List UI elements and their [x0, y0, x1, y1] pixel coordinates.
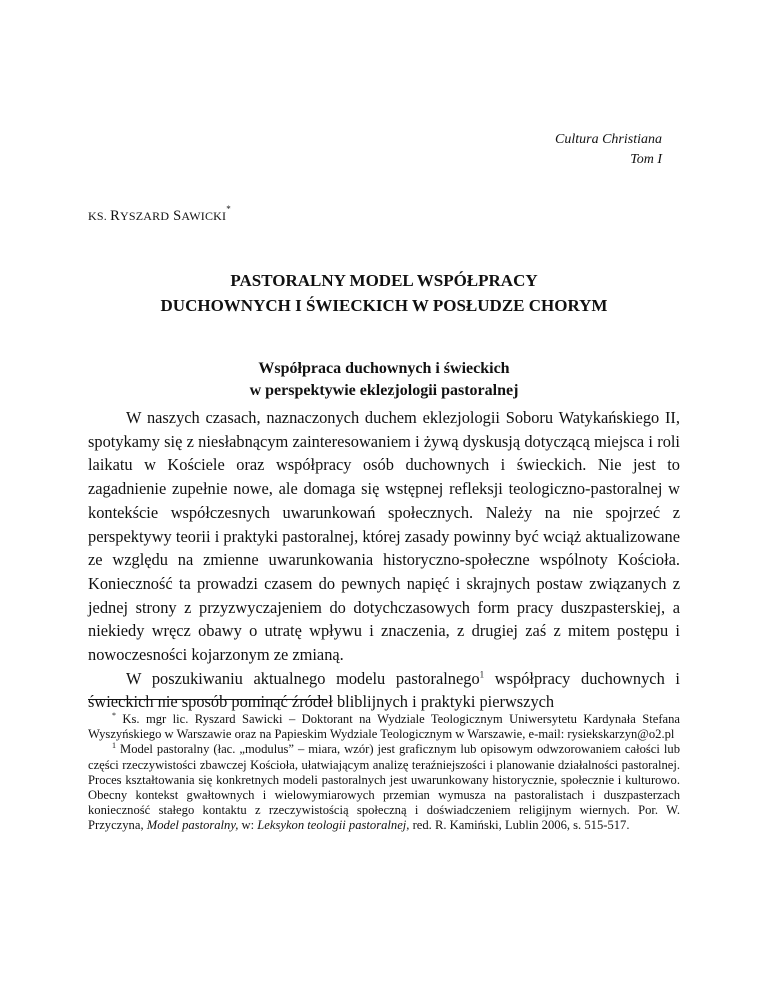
author-last-rest: AWICKI	[181, 208, 227, 223]
paragraph-2	[88, 667, 680, 714]
paragraph-2-rest: współpracy duchownych i świeckich nie sposób pominąć źródeł bliblijnych i praktyki pierwszych	[88, 668, 680, 712]
section-heading	[88, 358, 680, 402]
section-heading-line-1: Współpraca duchownych i świeckich	[258, 360, 510, 377]
paragraph-2-start: W poszukiwaniu aktualnego modelu pastoralnego	[126, 668, 480, 688]
footnote-author-text: Ks. mgr lic. Ryszard Sawicki – Doktorant na Wydziale Teologicznym Uniwersytetu Kardynała Stefana Wyszyńskiego w Warszawie oraz na Papieskim Wydziale Teologicznym w Warszawie, e-mail: rysiekskarzyn@o2.pl	[88, 712, 680, 742]
footnote-author-mark: *	[112, 710, 116, 720]
author-first-rest: YSZARD	[120, 208, 170, 223]
footnote-1-title-2: Leksykon teologii pastoralnej,	[257, 818, 410, 833]
author-line	[88, 206, 231, 225]
author-prefix: KS.	[88, 208, 111, 223]
title-line-1: PASTORALNY MODEL WSPÓŁPRACY	[230, 271, 538, 290]
footnote-1-title-1: Model pastoralny,	[146, 818, 239, 833]
footnote-1-text: Model pastoralny (łac. „modulus” – miara, wzór) jest graficznym lub opisowym odwzorowaniem całości lub części rzeczywistości zbawczej Kościoła, ułatwiającym analizę teraźniejszości i planowanie działalności pastoralnej. Proces kształtowania się konkretnych modeli pastoralnych jest uwarunkowany historycznie, społecznie i kulturowo. Obecny kontekst gwałtownych i wielowymiarowych przemian wymusza na pastoralistach i duszpasterzach konieczność stałego kontaktu z rzeczywistością społeczną i doświadczeniem religijnym wiernych. Por. W. Przyczyna,	[88, 742, 680, 833]
author-first-initial: R	[110, 207, 121, 224]
footnote-1-mark: 1	[112, 741, 116, 751]
article-title	[88, 268, 680, 318]
title-line-2: DUCHOWNYCH I ŚWIECKICH W POSŁUDZE CHORYM	[160, 296, 608, 315]
footnote-ref-1[interactable]: 1	[479, 669, 485, 680]
section-heading-line-2: w perspektywie eklezjologii pastoralnej	[249, 382, 519, 399]
footnote-divider	[88, 699, 327, 700]
running-header	[555, 130, 662, 170]
paragraph-1: W naszych czasach, naznaczonych duchem eklezjologii Soboru Watykańskiego II, spotykamy się z niesłabnącym zainteresowaniem i żywą dyskusją dotyczącą miejsca i roli laikatu w Kościele oraz współpracy osób duchownych i świeckich. Nie jest to zagadnienie zupełnie nowe, ale domaga się wstępnej refleksji teologiczno-pastoralnej w kontekście współczesnych uwarunkowań społecznych. Należy na nie spojrzeć z perspektywy teorii i praktyki pastoralnej, której zasady powinny być wciąż aktualizowane ze względu na zmienne uwarunkowania historyczno-społeczne wspólnoty Kościoła. Konieczność ta prowadzi czasem do pewnych napięć i skrajnych postaw związanych z jednej strony z przyzwyczajeniem do dotychczasowych form pracy duszpasterskiej, a niekiedy wręcz obawy o utratę wpływu i znaczenia, z drugiej zaś z mitem postępu i nowoczesności kojarzonym ze zmianą.	[88, 408, 680, 665]
author-footnote-mark: *	[226, 204, 231, 214]
footnote-1-mid: w:	[238, 818, 258, 833]
footnote-1-end: red. R. Kamiński, Lublin 2006, s. 515-517.	[409, 818, 630, 833]
journal-name: Cultura Christiana	[555, 132, 662, 147]
body-text	[88, 406, 680, 714]
footnotes	[88, 712, 680, 834]
author-last-initial: S	[173, 207, 182, 224]
footnote-author	[88, 712, 680, 742]
footnote-1	[88, 742, 680, 833]
journal-volume: Tom I	[630, 152, 662, 167]
